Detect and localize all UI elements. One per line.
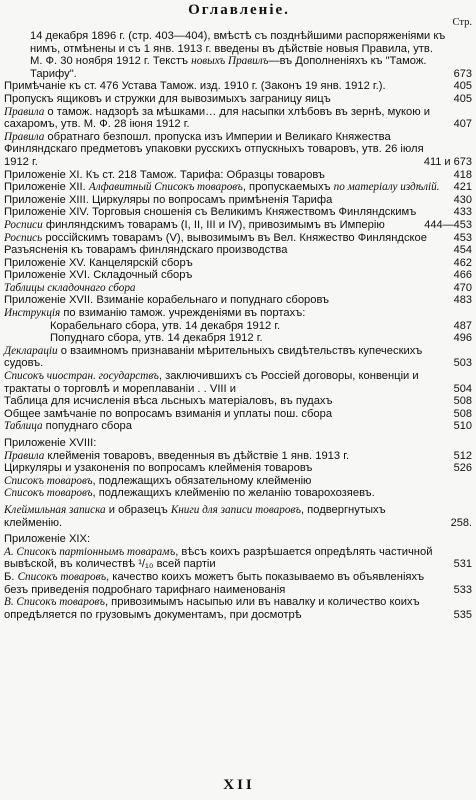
- toc-entry-text: о взаимномъ признаванiи мѣрительныхъ свидѣтельствъ купеческихъ судовъ.: [4, 344, 423, 370]
- toc-entry: [4, 80, 472, 93]
- page-title: Оглавленiе.: [188, 2, 290, 18]
- toc-entry-text: , вѣсъ коихъ разрѣшается опредѣлять частичной вывѣской, въ количествѣ ¹/₁₀ всей партiи: [4, 545, 433, 571]
- toc-entry: [4, 194, 472, 207]
- toc-entry: [4, 437, 472, 450]
- toc-entry-italic-text: новыхъ Правилъ: [191, 55, 269, 68]
- toc-entry-text: , подвергнутыхъ клейменiю.: [4, 503, 386, 529]
- toc-entry-text: Приложенiе XIII. Циркуляры по вопросамъ примѣненiя Тарифа: [4, 193, 333, 206]
- page-number: XII: [223, 777, 255, 793]
- toc-entry-italic-text: Роспись: [4, 231, 43, 244]
- toc-entry-italic-text: Инструкцiя: [4, 307, 61, 320]
- toc-entry-text: Приложенiе XI. Къ ст. 218 Тамож. Тарифа: Образцы товаровъ: [4, 168, 325, 181]
- toc-entry: [4, 546, 472, 571]
- toc-entry-page: 405: [453, 80, 472, 93]
- toc-entry-text: Таблица для исчисленiя вѣса льсныхъ матерiаловъ, въ пудахъ: [4, 395, 333, 408]
- toc-entry-page: 418: [453, 168, 472, 181]
- toc-entry-text: 14 декабря 1896 г. (стр. 403—404), вмѣстѣ съ позднѣйшими распоряженiями къ нимъ, отмѣнены и съ 1 янв. 1913 г. введены въ дѣйствiе новыя Правила, утв. М. Ф. 30 ноября 1912 г. Текстъ: [30, 30, 446, 68]
- toc-entry-text: Приложенiе XII.: [4, 181, 89, 194]
- toc-entry-text: Корабельнаго сбора, утв. 14 декабря 1912 г.: [50, 319, 281, 332]
- toc-entry-text: , подлежащихъ клейменiю по желанiю товарохозяевъ.: [92, 487, 375, 500]
- toc-entry: [4, 30, 472, 80]
- toc-entry-italic-text: Списокъ чиостран. государствъ: [4, 370, 159, 383]
- toc-entry-page: 496: [453, 332, 472, 345]
- toc-entry-page: 405: [453, 92, 472, 105]
- toc-entry-page: 258.: [450, 516, 472, 529]
- toc-entry: [4, 370, 472, 395]
- toc-entry: [4, 93, 472, 106]
- toc-entry: [4, 181, 472, 194]
- toc-entry-page: 470: [453, 281, 472, 294]
- toc-entry-text: , привозимымъ насыпью или въ навалку и количество коихъ опредѣляется по грузовымъ документамъ, при досмотрѣ: [4, 596, 420, 621]
- toc-entry-text: о тамож. надзорѣ за мѣшками… для насыпки хлѣбовъ въ зернѣ, мукою и сахаромъ, утв. М. Ф. 28 iюня 1912 г.: [4, 105, 431, 131]
- toc-entry-text: , подлежащихъ обязательному клейменiю: [92, 474, 312, 487]
- toc-entry-text: Приложенiе XIX:: [4, 533, 91, 546]
- toc-entry-page: 466: [453, 269, 472, 282]
- toc-entry-italic-text: Правила: [4, 130, 45, 143]
- toc-entry-italic-text: Правила: [4, 105, 45, 118]
- toc-entry-page: 535: [453, 608, 472, 621]
- toc-entry-text: и образецъ: [105, 503, 171, 516]
- toc-entry-text: Пропускъ ящиковъ и стружки для вывозимыхъ заграницу яицъ: [4, 92, 331, 105]
- toc-entry: [4, 219, 472, 232]
- document-page: [4, 0, 474, 800]
- toc-entry: [4, 282, 472, 295]
- toc-entry-text: Попуднаго сбора, утв. 14 декабря 1912 г.: [50, 332, 263, 345]
- toc-entry-italic-text: по матерiалу издѣлiй.: [333, 181, 440, 194]
- toc-entry-page: 673: [453, 67, 472, 80]
- toc-entry-text: , заключившихъ съ Россiей договоры, конвенцiи и трактаты о торговлѣ и мореплаванiи . . VIII и: [4, 370, 419, 395]
- toc-entry-text: россiйскимъ товарамъ (V), вывозимымъ въ Вел. Княжество Финляндское: [42, 231, 427, 244]
- toc-entry-italic-text: Книги для записи товаровъ: [170, 503, 301, 516]
- toc-entry-text: обратнаго безпошл. пропуска изъ Империи и Великаго Княжества Финляндскаго предметовъ упаковки русскихъ отпускныхъ товаровъ, утв. 26 iюля 1912 г.: [4, 130, 424, 168]
- toc-entry-text: , качество коихъ можетъ быть показываемо въ объявленiяхъ безъ приведенiя подробнаго тарифнаго наименованiя: [4, 570, 425, 596]
- toc-entry: [4, 395, 472, 408]
- toc-entry-page: 462: [453, 256, 472, 269]
- toc-entry: [4, 487, 472, 500]
- toc-entry: [4, 504, 472, 529]
- toc-entry: [4, 244, 472, 257]
- toc-entry-page: 504: [453, 382, 472, 395]
- toc-entry-italic-text: Алфавитный Списокъ товаровъ: [88, 181, 243, 194]
- toc-entry-page: 510: [453, 420, 472, 433]
- toc-entry-page: 531: [453, 558, 472, 571]
- toc-entry-page: 526: [453, 462, 472, 475]
- toc-entry-text: Общее замѣчанiе по вопросамъ взиманiя и уплаты пош. сбора: [4, 407, 333, 420]
- toc-entry-italic-text: Росписи: [4, 218, 43, 231]
- toc-entry: [4, 408, 472, 421]
- toc-entry: [4, 320, 472, 333]
- toc-entry: [4, 307, 472, 320]
- toc-entry-text: клейменiя товаровъ, введенныя въ дѣйствiе 1 янв. 1913 г.: [44, 449, 350, 462]
- toc-entry-text: Приложенiе XIV. Торговыя сношенiя съ Великимъ Княжествомъ Финляндскимъ: [4, 206, 417, 219]
- toc-entry-text: финляндскимъ товарамъ (I, II, III и IV), привозимымъ въ Имперiю: [42, 218, 385, 231]
- toc-entry-italic-text: Списокъ товаровъ: [4, 487, 93, 500]
- toc-entry-italic-text: В. Списокъ товаровъ: [4, 596, 105, 609]
- toc-entry-italic-text: Таблица: [4, 420, 43, 433]
- toc-entry-page: 411 и 673: [423, 155, 472, 168]
- toc-entry-page: 453: [453, 231, 472, 244]
- toc-entry-text: попуднаго сбора: [42, 420, 132, 433]
- toc-entry: [4, 131, 472, 169]
- page-column-header: Стр.: [452, 17, 472, 28]
- toc-entry-italic-text: Таблицы складочнаго сбора: [4, 281, 136, 294]
- toc-entry-page: 421: [453, 181, 472, 194]
- toc-entry-text: , пропускаемыхъ: [242, 181, 334, 194]
- toc-entry-text: Приложенiе XV. Канцелярскiй сборъ: [4, 256, 193, 269]
- toc-entry-italic-text: Клеймильная записка: [4, 503, 106, 516]
- toc-entry-page: 508: [453, 407, 472, 420]
- toc-entry-italic-text: Декларацiи: [4, 344, 58, 357]
- toc-entry-page: 444—453: [424, 218, 472, 231]
- toc-entry: [4, 450, 472, 463]
- toc-entry: [4, 571, 472, 596]
- toc-entry: [4, 596, 472, 621]
- toc-entry: [4, 232, 472, 245]
- toc-entry: [4, 106, 472, 131]
- toc-entry-text: Примѣчанiе къ ст. 476 Устава Тамож. изд. 1910 г. (Законъ 19 янв. 1912 г.).: [4, 80, 386, 93]
- toc-entry: [4, 257, 472, 270]
- toc-entry: [4, 345, 472, 370]
- toc-entry-text: Приложенiе XVII. Взиманiе корабельнаго и попуднаго сборовъ: [4, 294, 330, 307]
- toc-entry-text: Приложенiе XVIII:: [4, 437, 97, 449]
- toc-entry: [4, 206, 472, 219]
- toc-entry-page: 430: [453, 193, 472, 206]
- toc-entry-text: Циркуляры и узаконенiя по вопросамъ клейменiя товаровъ: [4, 462, 313, 475]
- toc-entry: [4, 420, 472, 433]
- toc-entry-page: 503: [453, 357, 472, 370]
- table-of-contents: [4, 30, 472, 621]
- toc-entry-page: 512: [453, 449, 472, 462]
- toc-entry-page: 487: [453, 319, 472, 332]
- toc-entry-text: Приложенiе XVI. Складочный сборъ: [4, 269, 193, 282]
- toc-entry: [4, 169, 472, 182]
- toc-entry: [4, 462, 472, 475]
- toc-entry: [4, 332, 472, 345]
- toc-entry: [4, 475, 472, 488]
- toc-entry-italic-text: А. Списокъ партiоннымъ товарамъ: [4, 545, 176, 558]
- toc-entry: [4, 294, 472, 307]
- toc-entry-text: Б.: [4, 570, 18, 583]
- toc-entry-page: 533: [453, 583, 472, 596]
- toc-entry-page: 483: [453, 294, 472, 307]
- toc-entry-text: —въ Дополненiяхъ къ "Тамож. Тарифу".: [30, 55, 427, 80]
- toc-entry-text: Разъясненiя къ товарамъ финляндскаго производства: [4, 244, 288, 257]
- toc-entry-italic-text: Списокъ товаровъ: [4, 474, 93, 487]
- toc-entry: [4, 269, 472, 282]
- toc-entry-page: 407: [453, 118, 472, 131]
- toc-entry-italic-text: Правила: [4, 449, 45, 462]
- toc-entry-page: 433: [453, 206, 472, 219]
- toc-entry: [4, 533, 472, 546]
- toc-entry-page: 454: [453, 244, 472, 257]
- toc-entry-italic-text: Списокъ товаровъ: [17, 570, 107, 583]
- toc-entry-text: по взиманiю тамож. учрежденiями въ портахъ:: [60, 307, 306, 320]
- toc-entry-page: 508: [453, 395, 472, 408]
